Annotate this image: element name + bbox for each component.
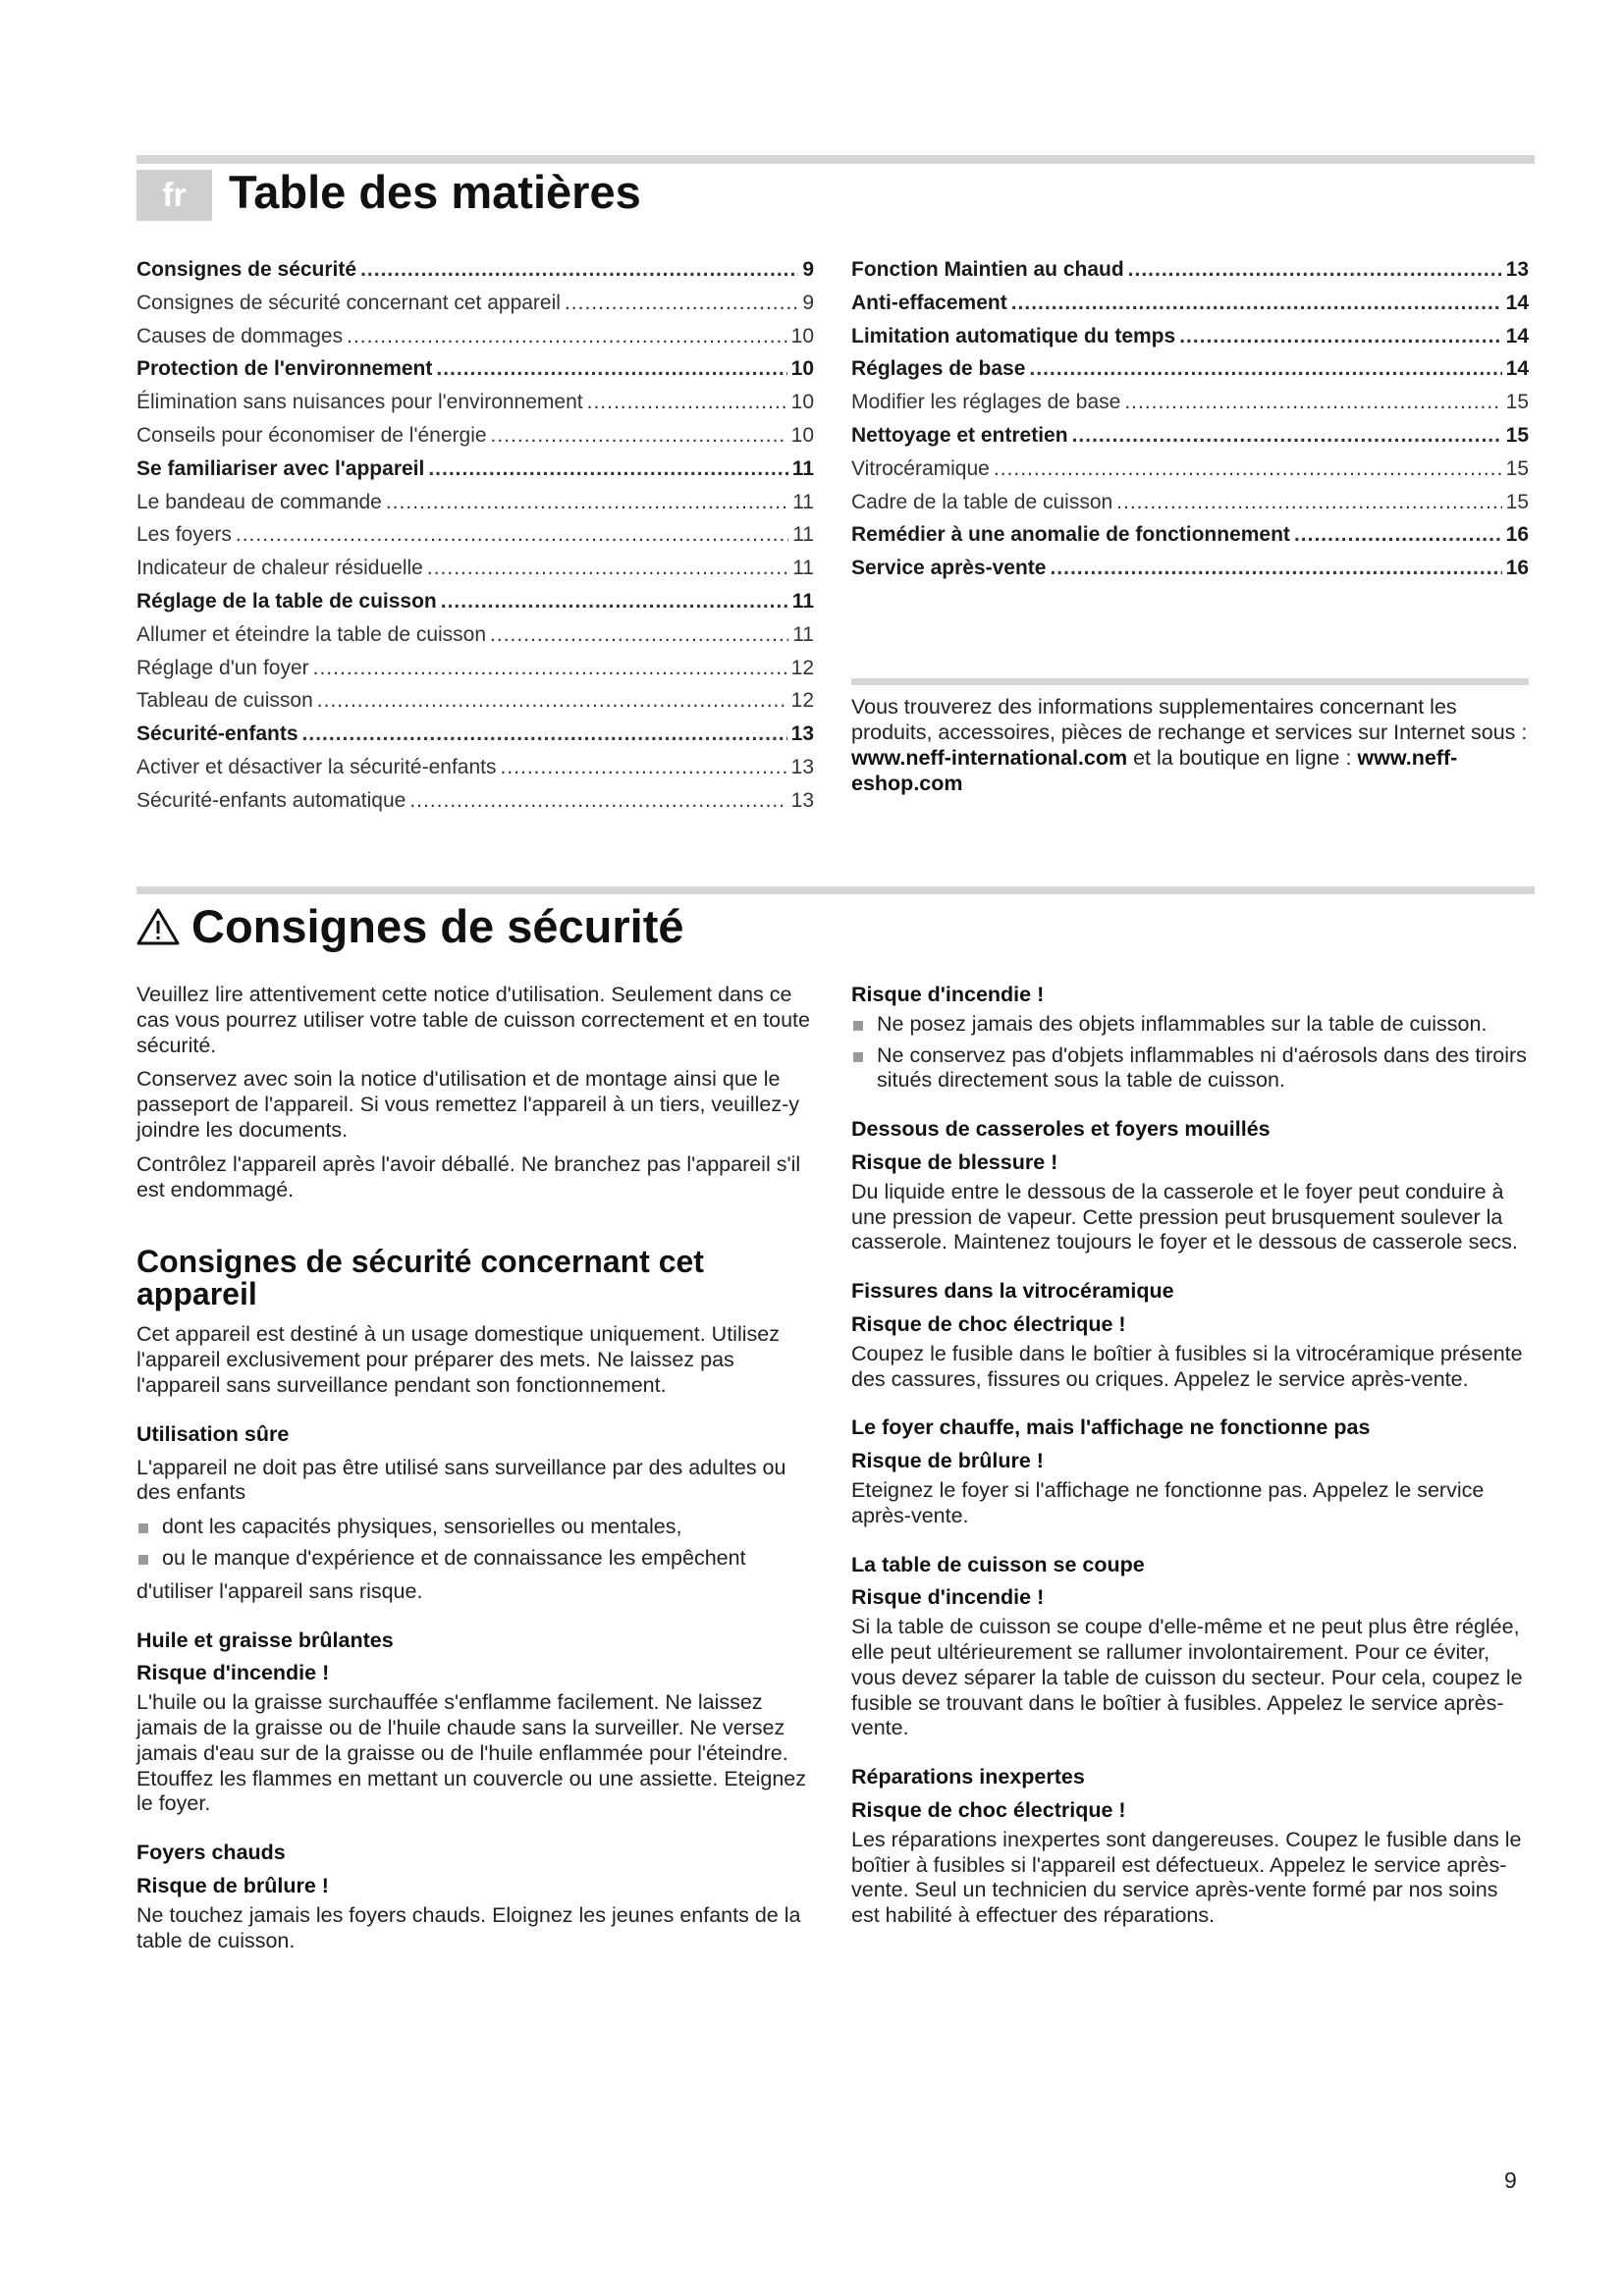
- toc-entry-title: Activer et désactiver la sécurité-enfants: [136, 755, 497, 778]
- risk-label: Risque de blessure !: [851, 1149, 1058, 1174]
- toc-entry-page: 14: [1505, 357, 1529, 381]
- risk-label: Risque de brûlure !: [136, 1873, 329, 1897]
- toc-entry-page: 16: [1505, 523, 1529, 547]
- toc-entry-page: 10: [790, 391, 814, 414]
- heading-utilisation: Utilisation sûre: [136, 1421, 290, 1446]
- toc-entry[interactable]: [136, 253, 814, 287]
- toc-entry-page: 15: [1505, 391, 1529, 414]
- bullet-icon: [853, 1021, 863, 1031]
- toc-entry-page: 13: [790, 755, 814, 778]
- toc-leader-dots: [441, 585, 788, 618]
- intro-paragraph: Contrôlez l'appareil après l'avoir déballé. Ne branchez pas l'appareil s'il est endommagé.: [136, 1151, 801, 1201]
- toc-entry[interactable]: [136, 751, 814, 784]
- info-text-1: Vous trouverez des informations supplementaires concernant les produits, accessoires, pièces de rechange et services sur Internet sous :: [851, 695, 1528, 744]
- safety-right-column: [851, 983, 1529, 1938]
- heading-affichage: Le foyer chauffe, mais l'affichage ne fonctionne pas: [851, 1415, 1371, 1440]
- risk-label: Risque de choc électrique !: [851, 1797, 1126, 1822]
- heading-huile: Huile et graisse brûlantes: [136, 1628, 394, 1652]
- risk-label: Risque de choc électrique !: [851, 1311, 1126, 1336]
- info-link-international[interactable]: www.neff-international.com: [851, 746, 1128, 770]
- toc-leader-dots: [1116, 486, 1501, 519]
- toc-entry[interactable]: [136, 684, 814, 718]
- toc-leader-dots: [428, 453, 787, 486]
- toc-leader-dots: [360, 253, 798, 287]
- toc-entry-title: Protection de l'environnement: [136, 357, 433, 381]
- toc-entry[interactable]: [136, 718, 814, 751]
- toc-entry-page: 11: [792, 557, 814, 580]
- toc-entry[interactable]: [851, 253, 1529, 287]
- bullet-icon: [138, 1523, 148, 1533]
- toc-entry-page: 9: [802, 258, 814, 281]
- bullet-icon: [853, 1052, 863, 1062]
- info-rule: [851, 678, 1529, 685]
- toc-entry[interactable]: [851, 320, 1529, 353]
- toc-entry[interactable]: [851, 453, 1529, 486]
- toc-entry-page: 11: [792, 622, 814, 646]
- toc-entry[interactable]: [136, 784, 814, 818]
- toc-leader-dots: [491, 419, 787, 453]
- toc-entry[interactable]: [851, 486, 1529, 519]
- toc-entry-page: 13: [790, 788, 814, 812]
- utilisation-after: d'utiliser l'appareil sans risque.: [136, 1578, 423, 1603]
- fissures-text: Coupez le fusible dans le boîtier à fusibles si la vitrocéramique présente des cassures, fissures ou criques. Appelez le service après-vente.: [851, 1341, 1523, 1391]
- toc-entry-page: 15: [1505, 456, 1529, 480]
- safety-title: Consignes de sécurité: [191, 900, 684, 952]
- toc-leader-dots: [436, 352, 786, 386]
- toc-entry[interactable]: [851, 419, 1529, 453]
- intro-paragraph: Veuillez lire attentivement cette notice d'utilisation. Seulement dans ce cas vous pourrez utiliser votre table de cuisson correctement et en toute sécurité.: [136, 983, 810, 1057]
- list-item: dont les capacités physiques, sensorielles ou mentales,: [136, 1515, 814, 1540]
- toc-entry[interactable]: [851, 518, 1529, 552]
- intro-paragraph: Conservez avec soin la notice d'utilisation et de montage ainsi que le passeport de l'appareil. Si vous remettez l'appareil à un tiers, veuillez-y joindre les documents.: [136, 1067, 800, 1142]
- toc-entry-title: Consignes de sécurité: [136, 258, 357, 281]
- toc-entry[interactable]: [136, 352, 814, 386]
- toc-entry-page: 10: [790, 324, 814, 347]
- toc-leader-dots: [565, 287, 798, 320]
- toc-entry[interactable]: [851, 287, 1529, 320]
- bullet-icon: [138, 1555, 148, 1565]
- toc-leader-dots: [409, 784, 786, 818]
- toc-leader-dots: [1029, 352, 1501, 386]
- safety-heading: [136, 899, 684, 953]
- toc-entry-title: Anti-effacement: [851, 291, 1007, 314]
- heading-fissures: Fissures dans la vitrocéramique: [851, 1279, 1174, 1304]
- toc-entry[interactable]: [851, 552, 1529, 585]
- toc-entry[interactable]: [136, 486, 814, 519]
- toc-entry-page: 14: [1505, 324, 1529, 347]
- toc-entry[interactable]: [136, 618, 814, 652]
- affichage-text: Eteignez le foyer si l'affichage ne fonctionne pas. Appelez le service après-vente.: [851, 1477, 1485, 1527]
- toc-entry[interactable]: [136, 419, 814, 453]
- toc-entry-page: 10: [790, 357, 814, 381]
- list-item: ou le manque d'expérience et de connaissance les empêchent: [136, 1546, 814, 1572]
- toc-entry-title: Le bandeau de commande: [136, 490, 382, 513]
- risk-label: Risque d'incendie !: [136, 1661, 330, 1685]
- toc-entry-title: Conseils pour économiser de l'énergie: [136, 423, 487, 447]
- toc-entry-page: 11: [792, 490, 814, 513]
- utilisation-text: L'appareil ne doit pas être utilisé sans surveillance par des adultes ou des enfants: [136, 1455, 786, 1505]
- toc-leader-dots: [347, 320, 787, 353]
- risk-label: Risque d'incendie !: [851, 1585, 1045, 1610]
- toc-leader-dots: [1050, 552, 1501, 585]
- toc-leader-dots: [501, 751, 787, 784]
- incendie-list: [851, 1012, 1529, 1094]
- reparations-text: Les réparations inexpertes sont dangereuses. Coupez le fusible dans le boîtier à fusibles si l'appareil est défectueux. Appelez le service après-vente. Seul un technicien du service après-vente formé par nos soins est habilité à effectuer des réparations.: [851, 1827, 1522, 1928]
- toc-entry-title: Se familiariser avec l'appareil: [136, 456, 425, 480]
- info-text-2: et la boutique en ligne :: [1127, 746, 1358, 770]
- toc-entry-page: 10: [790, 423, 814, 447]
- toc-leader-dots: [386, 486, 788, 519]
- heading-coupe: La table de cuisson se coupe: [851, 1552, 1145, 1576]
- header-rule: [136, 155, 1535, 164]
- list-item: Ne conservez pas d'objets inflammables ni d'aérosols dans des tiroirs situés directement sous la table de cuisson.: [851, 1043, 1529, 1095]
- toc-entry-page: 14: [1505, 291, 1529, 314]
- risk-label: Risque d'incendie !: [851, 983, 1045, 1006]
- safety-left-column: [136, 983, 814, 1962]
- toc-leader-dots: [1294, 518, 1502, 552]
- page-title: Table des matières: [229, 166, 641, 218]
- toc-entry-page: 13: [790, 722, 814, 746]
- warning-icon: [136, 907, 180, 946]
- heading-dessous: Dessous de casseroles et foyers mouillés: [851, 1117, 1271, 1142]
- toc-leader-dots: [1011, 287, 1502, 320]
- toc-leader-dots: [587, 386, 787, 419]
- toc-entry-title: Allumer et éteindre la table de cuisson: [136, 622, 487, 646]
- page-number: 9: [1504, 2167, 1517, 2193]
- toc-entry[interactable]: [136, 320, 814, 353]
- language-badge: fr: [136, 170, 212, 221]
- heading-foyers-chauds: Foyers chauds: [136, 1841, 286, 1865]
- info-link-eshop[interactable]: www.neff-eshop.com: [851, 746, 1458, 795]
- toc-entry-page: 15: [1505, 490, 1529, 513]
- toc-entry-title: Nettoyage et entretien: [851, 423, 1068, 447]
- toc-left-column: [136, 253, 814, 818]
- toc-right-column: [851, 253, 1529, 585]
- toc-entry-page: 12: [790, 689, 814, 713]
- toc-leader-dots: [1128, 253, 1502, 287]
- toc-entry-title: Les foyers: [136, 523, 232, 547]
- info-paragraph: [851, 694, 1529, 796]
- toc-entry[interactable]: [136, 652, 814, 685]
- toc-entry-title: Sécurité-enfants: [136, 722, 298, 746]
- risk-label: Risque de brûlure !: [851, 1449, 1044, 1473]
- toc-leader-dots: [427, 552, 788, 585]
- foyers-chauds-text: Ne touchez jamais les foyers chauds. Eloignez les jeunes enfants de la table de cuisson.: [136, 1902, 801, 1952]
- toc-entry-page: 11: [791, 589, 814, 613]
- utilisation-list: [136, 1515, 814, 1572]
- toc-entry-page: 12: [790, 656, 814, 679]
- toc-leader-dots: [1124, 386, 1501, 419]
- toc-entry-page: 9: [802, 291, 814, 314]
- toc-entry-title: Sécurité-enfants automatique: [136, 788, 406, 812]
- toc-entry-title: Remédier à une anomalie de fonctionnement: [851, 523, 1290, 547]
- heading-reparations: Réparations inexpertes: [851, 1765, 1085, 1789]
- toc-entry-title: Réglages de base: [851, 357, 1026, 381]
- toc-entry[interactable]: [136, 585, 814, 618]
- toc-entry-title: Réglage de la table de cuisson: [136, 589, 437, 613]
- toc-leader-dots: [317, 684, 787, 718]
- toc-entry-title: Tableau de cuisson: [136, 689, 313, 713]
- toc-entry-title: Vitrocéramique: [851, 456, 990, 480]
- toc-entry-title: Consignes de sécurité concernant cet appareil: [136, 291, 561, 314]
- safety-rule: [136, 886, 1535, 894]
- toc-entry-page: 11: [791, 456, 814, 480]
- toc-entry[interactable]: [136, 287, 814, 320]
- section-subtitle-text: Cet appareil est destiné à un usage domestique uniquement. Utilisez l'appareil exclusivement pour préparer des mets. Ne laissez pas l'appareil sans surveillance pendant son fonctionnement.: [136, 1322, 780, 1397]
- toc-leader-dots: [236, 518, 788, 552]
- coupe-text: Si la table de cuisson se coupe d'elle-même et ne peut plus être réglée, elle peut ultérieurement se rallumer involontairement. Pour ce éviter, vous devez séparer la table de cuisson du secteur. Pour cela, coupez le fusible se trouvant dans le boîtier à fusibles. Appelez le service après-vente.: [851, 1615, 1523, 1740]
- toc-leader-dots: [302, 718, 787, 751]
- toc-leader-dots: [994, 453, 1502, 486]
- toc-entry-page: 16: [1505, 557, 1529, 580]
- toc-entry-title: Fonction Maintien au chaud: [851, 258, 1124, 281]
- toc-entry-title: Élimination sans nuisances pour l'environnement: [136, 391, 583, 414]
- toc-entry-title: Cadre de la table de cuisson: [851, 490, 1113, 513]
- toc-entry[interactable]: [136, 552, 814, 585]
- toc-leader-dots: [1072, 419, 1502, 453]
- toc-entry-title: Indicateur de chaleur résiduelle: [136, 557, 423, 580]
- toc-entry-page: 13: [1505, 258, 1529, 281]
- toc-entry-title: Causes de dommages: [136, 324, 344, 347]
- toc-leader-dots: [490, 618, 788, 652]
- dessous-text: Du liquide entre le dessous de la casserole et le foyer peut conduire à une pression de vapeur. Cette pression peut brusquement soulever la casserole. Maintenez toujours le foyer et le dessous de casserole secs.: [851, 1179, 1518, 1255]
- toc-leader-dots: [313, 652, 787, 685]
- toc-entry-title: Service après-vente: [851, 557, 1047, 580]
- toc-entry[interactable]: [136, 453, 814, 486]
- toc-entry-page: 11: [792, 523, 814, 547]
- toc-entry-title: Réglage d'un foyer: [136, 656, 309, 679]
- list-item: Ne posez jamais des objets inflammables sur la table de cuisson.: [851, 1012, 1529, 1038]
- huile-text: L'huile ou la graisse surchauffée s'enflamme facilement. Ne laissez jamais de la graisse ou de l'huile chaude sans la surveiller. Ne versez jamais d'eau sur de la graisse ou de l'huile enflammée pour l'éteindre. Etouffez les flammes en mettant un couvercle ou une assiette. Eteignez le foyer.: [136, 1690, 807, 1816]
- section-subtitle: Consignes de sécurité concernant cet appareil: [136, 1244, 704, 1312]
- toc-entry-title: Modifier les réglages de base: [851, 391, 1121, 414]
- toc-entry-title: Limitation automatique du temps: [851, 324, 1176, 347]
- toc-entry[interactable]: [136, 386, 814, 419]
- toc-leader-dots: [1179, 320, 1501, 353]
- toc-entry[interactable]: [851, 352, 1529, 386]
- toc-entry-page: 15: [1505, 423, 1529, 447]
- toc-entry[interactable]: [851, 386, 1529, 419]
- toc-entry[interactable]: [136, 518, 814, 552]
